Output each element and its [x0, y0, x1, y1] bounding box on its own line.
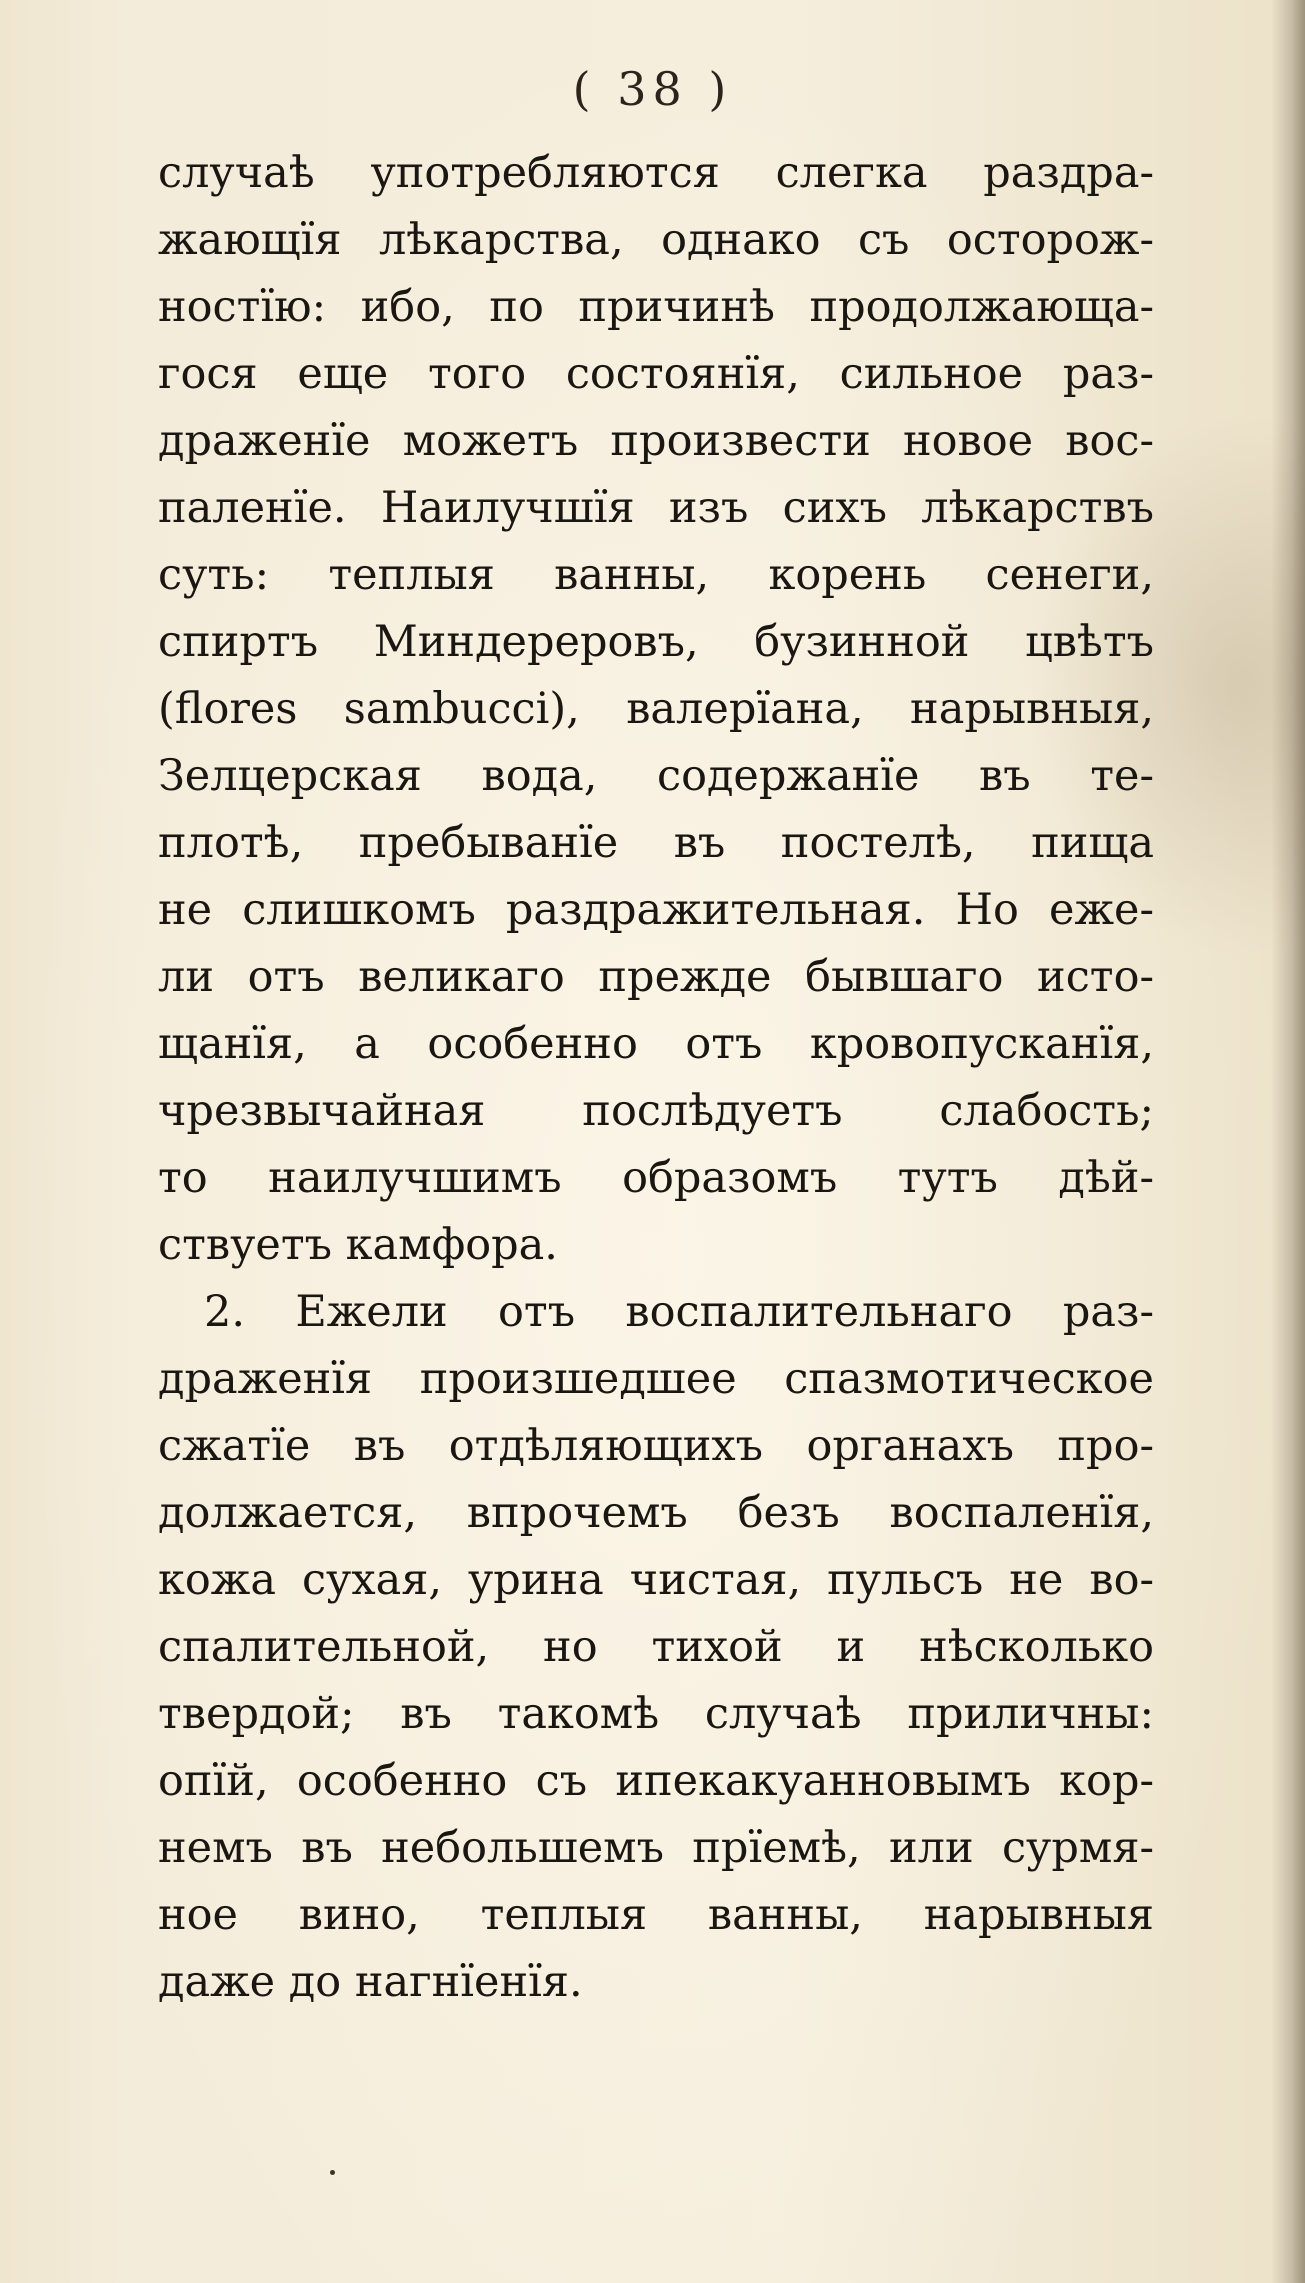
text-line: кожа сухая, урина чистая, пульсъ не во-: [158, 1555, 1154, 1605]
text-line: плотѣ, пребыванїе въ постелѣ, пища: [158, 818, 1154, 868]
text-line: спиртъ Миндереровъ, бузинной цвѣтъ: [158, 617, 1154, 667]
body-text: [158, 140, 1154, 2016]
text-line: (flores sambucci), валерїана, нарывныя,: [158, 684, 1154, 734]
text-line: не слишкомъ раздражительная. Но еже-: [158, 885, 1154, 935]
text-line: ствуетъ камфора.: [158, 1220, 558, 1270]
text-line: жающїя лѣкарства, однако съ осторож-: [158, 215, 1154, 265]
text-line: щанїя, а особенно отъ кровопусканїя,: [158, 1019, 1154, 1069]
text-line: случаѣ употребляются слегка раздра-: [158, 148, 1154, 198]
text-line: 2. Ежели отъ воспалительнаго раз-: [204, 1287, 1154, 1337]
text-line: драженїя произшедшее спазмотическое: [158, 1354, 1154, 1404]
text-line: ное вино, теплыя ванны, нарывныя: [158, 1890, 1154, 1940]
page-edge-shadow: [1271, 0, 1305, 2283]
text-line: должается, впрочемъ безъ воспаленїя,: [158, 1488, 1154, 1538]
text-line: твердой; въ такомѣ случаѣ приличны:: [158, 1689, 1154, 1739]
text-line: чрезвычайная послѣдуетъ слабость;: [158, 1086, 1154, 1136]
text-line: сжатїе въ отдѣляющихъ органахъ про-: [158, 1421, 1154, 1471]
text-line: суть: теплыя ванны, корень сенеги,: [158, 550, 1154, 600]
text-line: Зелцерская вода, содержанїе въ те-: [158, 751, 1154, 801]
text-line: немъ въ небольшемъ прїемѣ, или сурмя-: [158, 1823, 1154, 1873]
text-line: гося еще того состоянїя, сильное раз-: [158, 349, 1154, 399]
text-line: паленїе. Наилучшїя изъ сихъ лѣкарствъ: [158, 483, 1154, 533]
text-line: спалительной, но тихой и нѣсколько: [158, 1622, 1154, 1672]
text-line: ли отъ великаго прежде бывшаго исто-: [158, 952, 1154, 1002]
page-number: ( 38 ): [572, 62, 733, 116]
text-line: драженїе можетъ произвести новое вос-: [158, 416, 1154, 466]
text-line: ностїю: ибо, по причинѣ продолжающа-: [158, 282, 1154, 332]
text-line: даже до нагнїенїя.: [158, 1957, 583, 2007]
text-line: опїй, особенно съ ипекакуанновымъ кор-: [158, 1756, 1154, 1806]
text-line: то наилучшимъ образомъ тутъ дѣй-: [158, 1153, 1154, 1203]
ink-speck: [330, 2170, 335, 2175]
